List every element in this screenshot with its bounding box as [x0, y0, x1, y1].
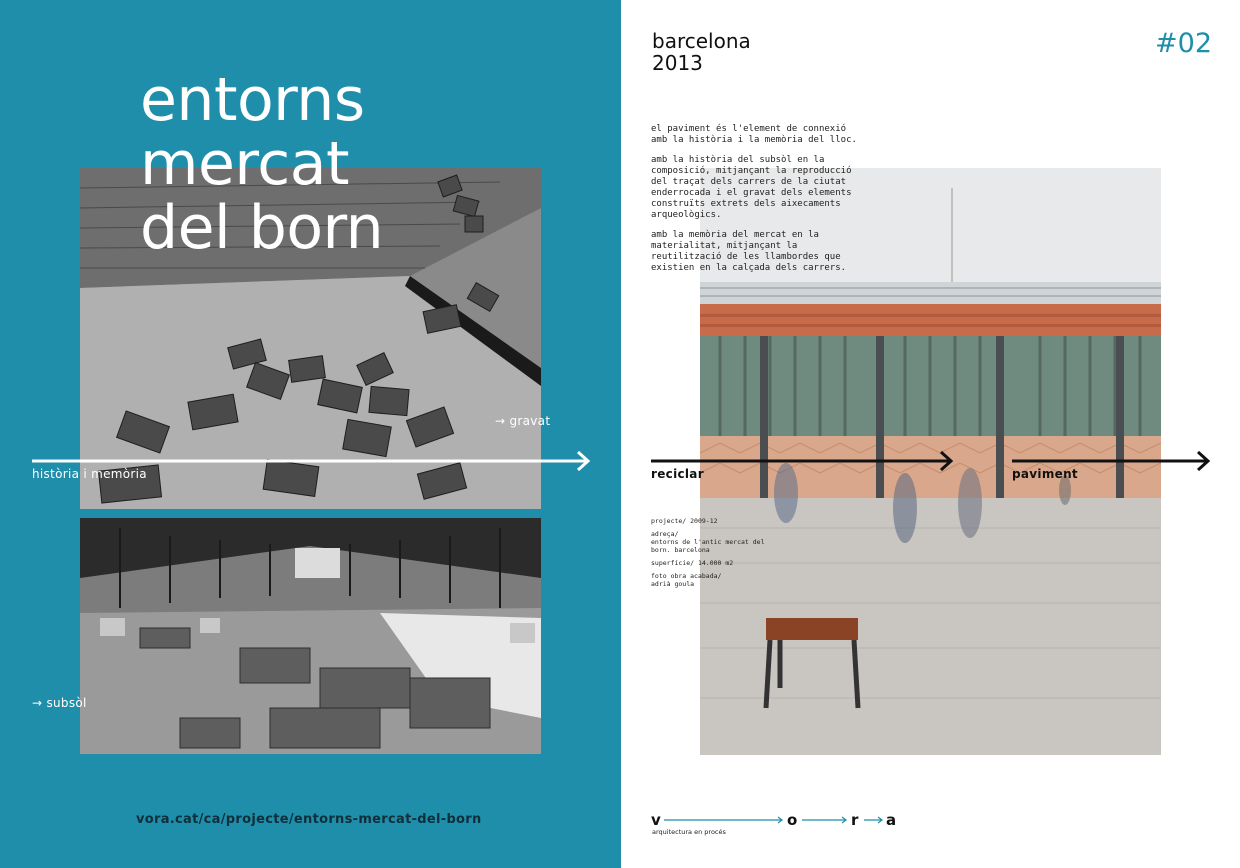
meta-foto — [651, 572, 771, 588]
project-metadata — [651, 517, 771, 593]
meta-adreca-title: adreça/ — [651, 530, 679, 538]
logo-letter-v: v — [651, 811, 661, 829]
label-historia-memoria: història i memòria — [32, 467, 147, 481]
city-year — [652, 30, 751, 74]
label-paviment: paviment — [1012, 467, 1078, 481]
title-line-1: entorns — [140, 65, 365, 135]
logo-letter-a: a — [886, 811, 897, 829]
meta-foto-value: adrià goula — [651, 580, 695, 588]
meta-foto-title: foto obra acabada/ — [651, 572, 722, 580]
archaeological-site-photo — [80, 518, 541, 754]
label-gravat: → gravat — [495, 414, 551, 428]
label-reciclar: reciclar — [651, 467, 704, 481]
description-paragraph: amb la memòria del mercat en la materialitat, mitjançant la reutilització de les llambordes que existien en la calçada dels carrers. — [651, 230, 847, 273]
logo-letter-o: o — [787, 811, 798, 829]
meta-adreca-value: entorns de l'antic mercat del born. barcelona — [651, 538, 765, 554]
tagline: arquitectura en procés — [652, 828, 726, 836]
logo-letter-r: r — [851, 811, 859, 829]
project-title — [140, 65, 384, 263]
meta-projecte: projecte/ 2009-12 — [651, 517, 718, 525]
project-description — [651, 124, 866, 283]
city-name: barcelona — [652, 29, 751, 53]
title-line-2: mercat — [140, 129, 349, 199]
meta-adreca — [651, 530, 771, 554]
project-url: vora.cat/ca/projecte/entorns-mercat-del-born — [136, 812, 482, 827]
description-paragraph: el paviment és l'element de connexió amb la història i la memòria del lloc. — [651, 124, 857, 145]
meta-superficie: superfície/ 14.000 m2 — [651, 559, 734, 567]
label-subsol: → subsòl — [32, 696, 87, 710]
project-year: 2013 — [652, 51, 703, 75]
title-line-3: del born — [140, 193, 384, 263]
description-paragraph: amb la història del subsòl en la composició, mitjançant la reproducció del traçat dels carrers de la ciutat enderrocada i el gravat dels elements construïts extrets dels aixecaments arqueològics. — [651, 155, 852, 220]
issue-number: #02 — [1155, 28, 1212, 59]
